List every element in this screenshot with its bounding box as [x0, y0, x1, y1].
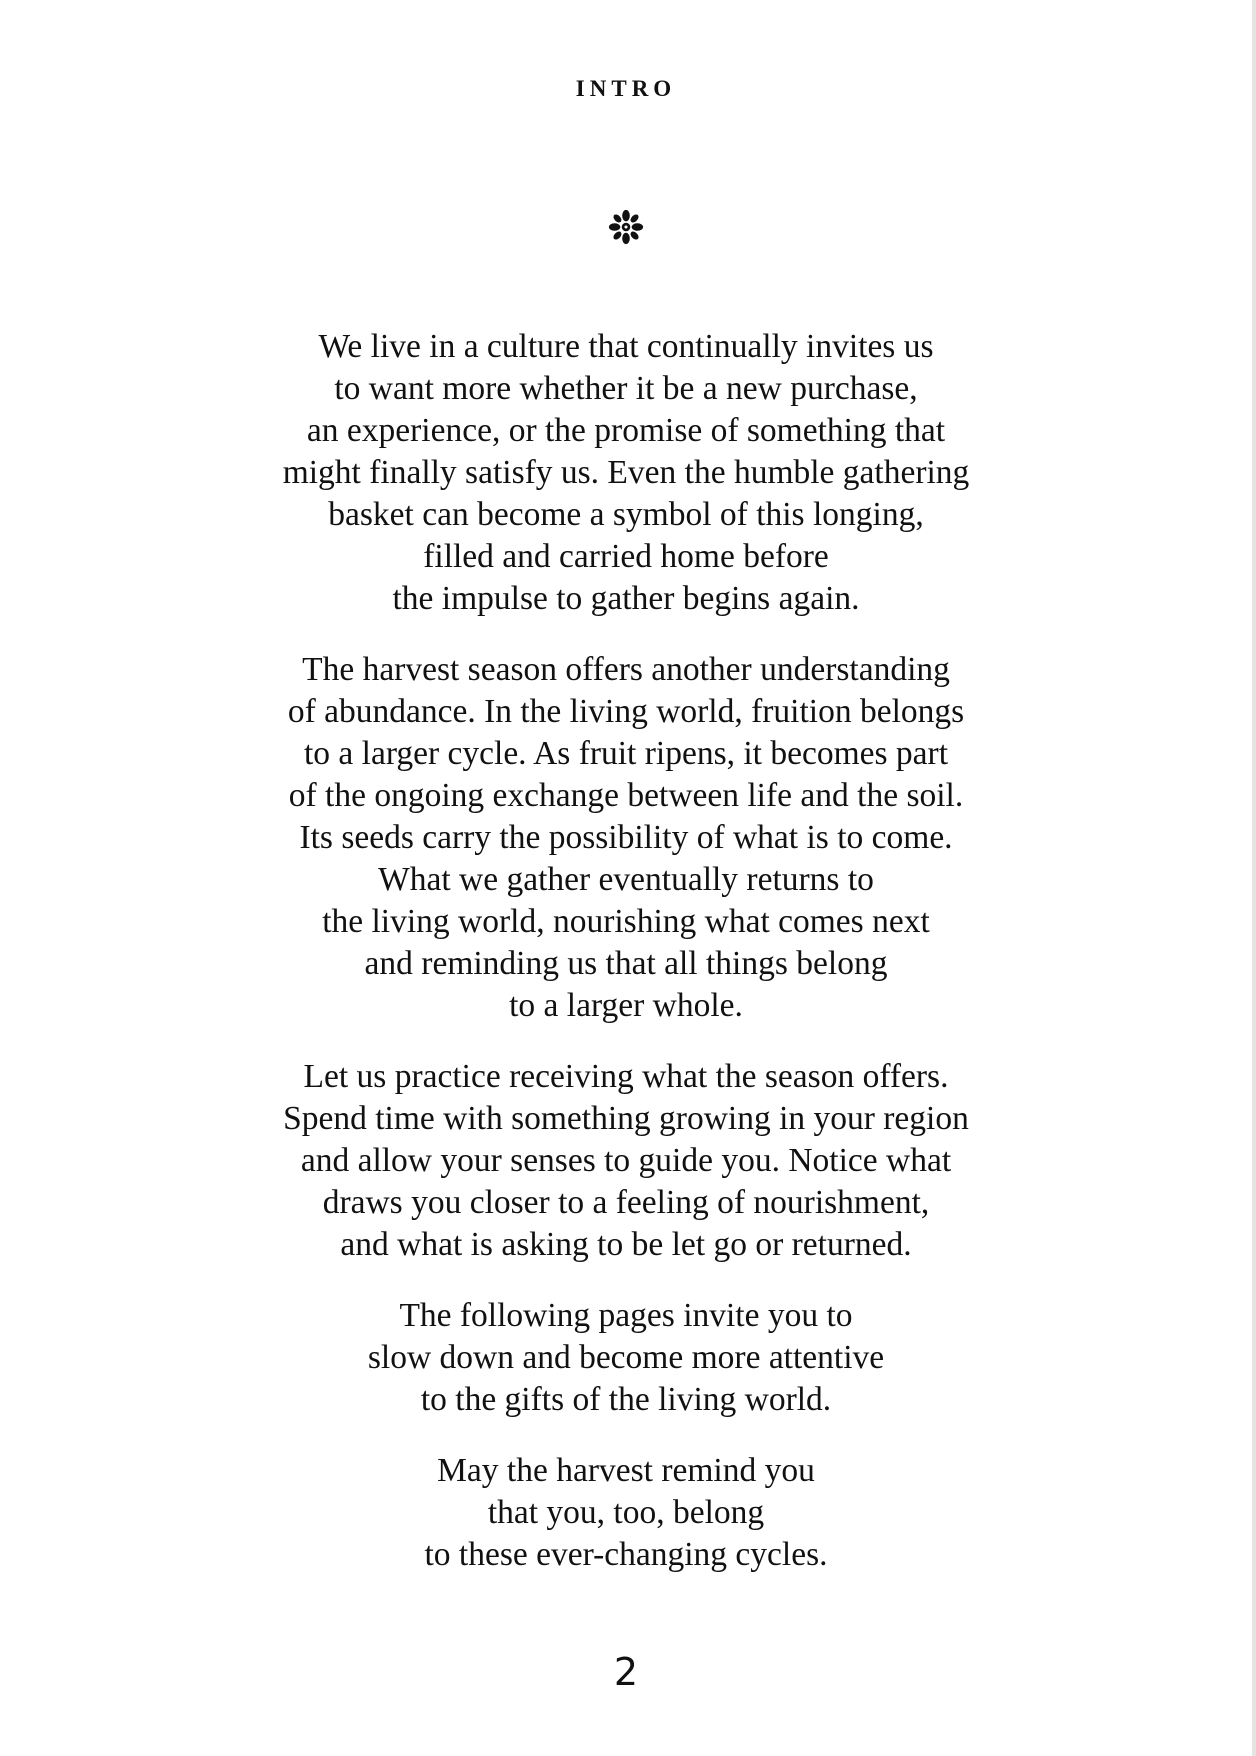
text-line: May the harvest remind you — [437, 1452, 815, 1489]
fleuron-icon — [607, 208, 645, 246]
text-line: to a larger whole. — [509, 987, 743, 1024]
text-line: Its seeds carry the possibility of what is to come. — [299, 819, 953, 856]
paragraph-5 — [140, 1450, 1112, 1576]
text-line: We live in a culture that continually invites us — [318, 328, 934, 365]
text-line: basket can become a symbol of this longing, — [328, 496, 924, 533]
text-line: to want more whether it be a new purchase, — [334, 370, 918, 407]
text-line: The following pages invite you to — [399, 1297, 853, 1334]
text-line: filled and carried home before — [423, 538, 829, 575]
text-line: the living world, nourishing what comes next — [322, 903, 930, 940]
text-line: Spend time with something growing in your region — [283, 1100, 969, 1137]
text-line: The harvest season offers another understanding — [302, 651, 950, 688]
paragraph-4 — [140, 1295, 1112, 1421]
text-line: and reminding us that all things belong — [364, 945, 888, 982]
section-header: INTRO — [575, 76, 677, 101]
paragraph-3 — [140, 1056, 1112, 1266]
text-line: to a larger cycle. As fruit ripens, it becomes part — [303, 735, 949, 772]
text-line: an experience, or the promise of something that — [306, 412, 946, 449]
text-line: Let us practice receiving what the season offers. — [303, 1058, 949, 1095]
text-line: slow down and become more attentive — [367, 1339, 885, 1376]
text-line: might finally satisfy us. Even the humble gathering — [282, 454, 970, 491]
text-line: of abundance. In the living world, fruition belongs — [287, 693, 965, 730]
paragraph-1 — [140, 326, 1112, 620]
text-line: to these ever-changing cycles. — [424, 1536, 828, 1573]
text-line: and what is asking to be let go or returned. — [340, 1226, 912, 1263]
text-line: of the ongoing exchange between life and the soil. — [288, 777, 964, 814]
body-text — [140, 326, 1112, 1576]
text-line: and allow your senses to guide you. Notice what — [300, 1142, 952, 1179]
text-line: that you, too, belong — [487, 1494, 765, 1531]
text-line: to the gifts of the living world. — [420, 1381, 832, 1418]
text-line: What we gather eventually returns to — [378, 861, 874, 898]
paragraph-2 — [140, 649, 1112, 1027]
page-number: 2 — [613, 1650, 639, 1694]
text-line: the impulse to gather begins again. — [392, 580, 860, 617]
text-line: draws you closer to a feeling of nourishment, — [322, 1184, 930, 1221]
